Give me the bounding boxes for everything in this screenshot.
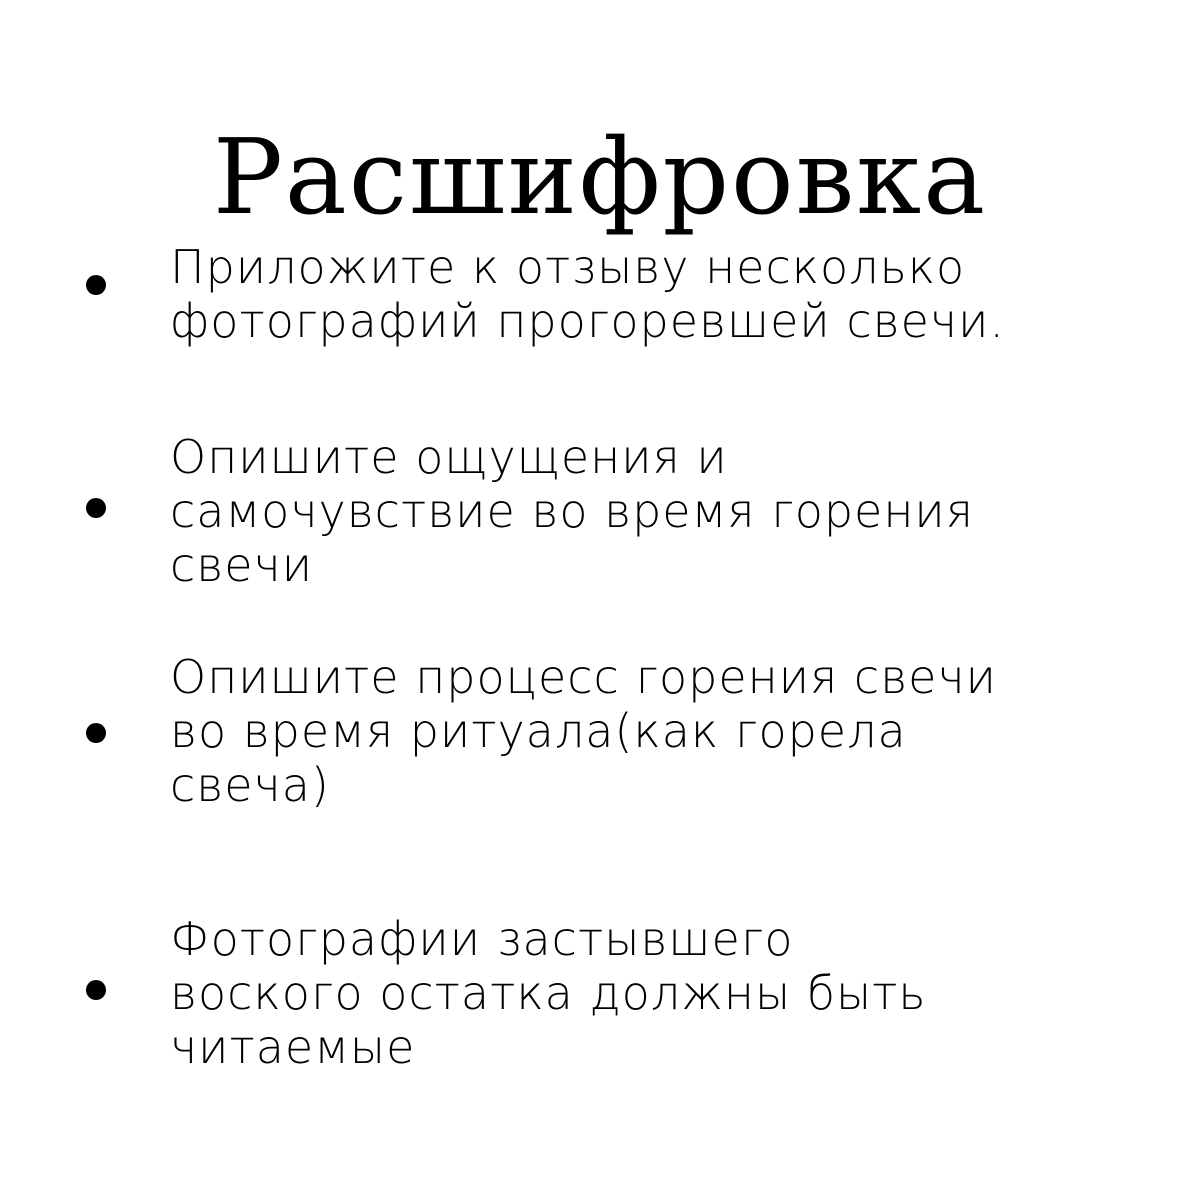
list-item-line: свечи [170,538,314,592]
bullet-icon [86,980,106,1000]
list-item-line: фотографий прогоревшей свечи. [170,294,1005,348]
list-item-text [170,430,1170,592]
list-item-line: воского остатка должны быть [170,966,927,1020]
list-item-text [170,650,1170,812]
bullet-icon [86,275,106,295]
list-item-text [170,240,1170,348]
list-item-text [170,912,1170,1074]
bullet-icon [86,498,106,518]
list-item-line: самочувствие во время горения [170,484,974,538]
bullet-icon [86,723,106,743]
list-item-line: свеча) [170,758,330,812]
list-item-line: читаемые [170,1020,416,1074]
list-item-line: Опишите ощущения и [170,430,728,484]
list-item-line: Опишите процесс горения свечи [170,650,997,704]
list-item-line: во время ритуала(как горела [170,704,907,758]
list-item-line: Фотографии застывшего [170,912,794,966]
page-title: Расшифровка [212,115,988,238]
list-item-line: Приложите к отзыву несколько [170,240,966,294]
